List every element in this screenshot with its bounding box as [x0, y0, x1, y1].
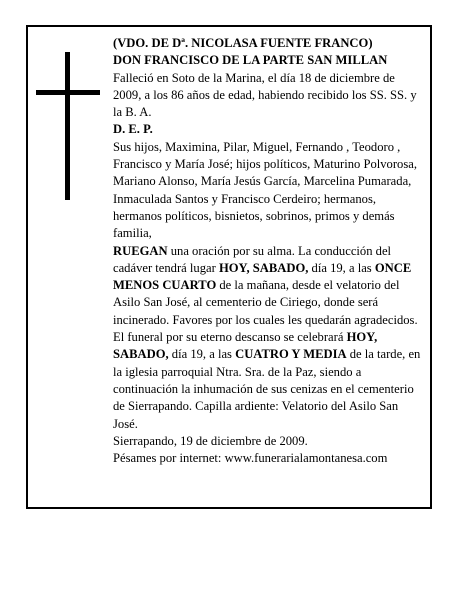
cross-icon: [36, 52, 100, 200]
cross-vertical-bar: [65, 52, 70, 200]
death-announcement: Falleció en Soto de la Marina, el día 18 de diciembre de 2009, a los 86 años de edad, habiendo recibido los SS. SS. y la B. A.: [113, 70, 417, 120]
rip-line: D. E. P.: [113, 122, 153, 137]
ruegan-label: RUEGAN: [113, 243, 168, 258]
request-text-4: día 19, a las: [168, 347, 236, 362]
time-once-menos-cuarto: ONCE MENOS CUARTO: [113, 260, 412, 293]
family-list: Sus hijos, Maximina, Pilar, Miguel, Fernando , Teodoro , Francisco y María José; hijos políticos, Maturino Polvorosa, Mariano Alonso, María Jesús García, Marcelina Pumarada, Inmaculada Santos y Francisco Cerdeiro; hermanos, hermanos políticos, bisnietos, sobrinos, primos y demás familia,: [113, 139, 417, 241]
widow-of-line: (VDO. DE Dª. NICOLASA FUENTE FRANCO): [113, 36, 373, 50]
today-saturday-1: HOY, SABADO,: [218, 260, 309, 275]
request-text-1: una oración por su alma. La conducción del cadáver tendrá lugar: [113, 243, 392, 275]
obituary-text: [113, 35, 423, 467]
time-cuatro-y-media: CUATRO Y MEDIA: [235, 347, 347, 362]
date-line: Sierrapando, 19 de diciembre de 2009.: [113, 433, 308, 448]
request-text-3: de la mañana, desde el velatorio del Asilo San José, al cementerio de Ciriego, donde será incinerado. Favores por los cuales les quedarán agradecidos. El funeral por su eterno descanso se celebrará: [113, 278, 418, 345]
deceased-name: DON FRANCISCO DE LA PARTE SAN MILLAN: [113, 53, 388, 68]
request-text-5: de la tarde, en la iglesia parroquial Ntra. Sra. de la Paz, siendo a continuación la inhumación de sus cenizas en el cementerio de Sierrapando. Capilla ardiente: Velatorio del Asilo San José.: [113, 347, 421, 431]
today-saturday-2: HOY, SABADO,: [113, 330, 378, 362]
funeral-request: [113, 243, 423, 433]
cross-horizontal-bar: [36, 90, 100, 95]
request-text-2: día 19, a las: [308, 260, 375, 275]
condolences-line: Pésames por internet: www.funerarialamontanesa.com: [113, 451, 388, 466]
